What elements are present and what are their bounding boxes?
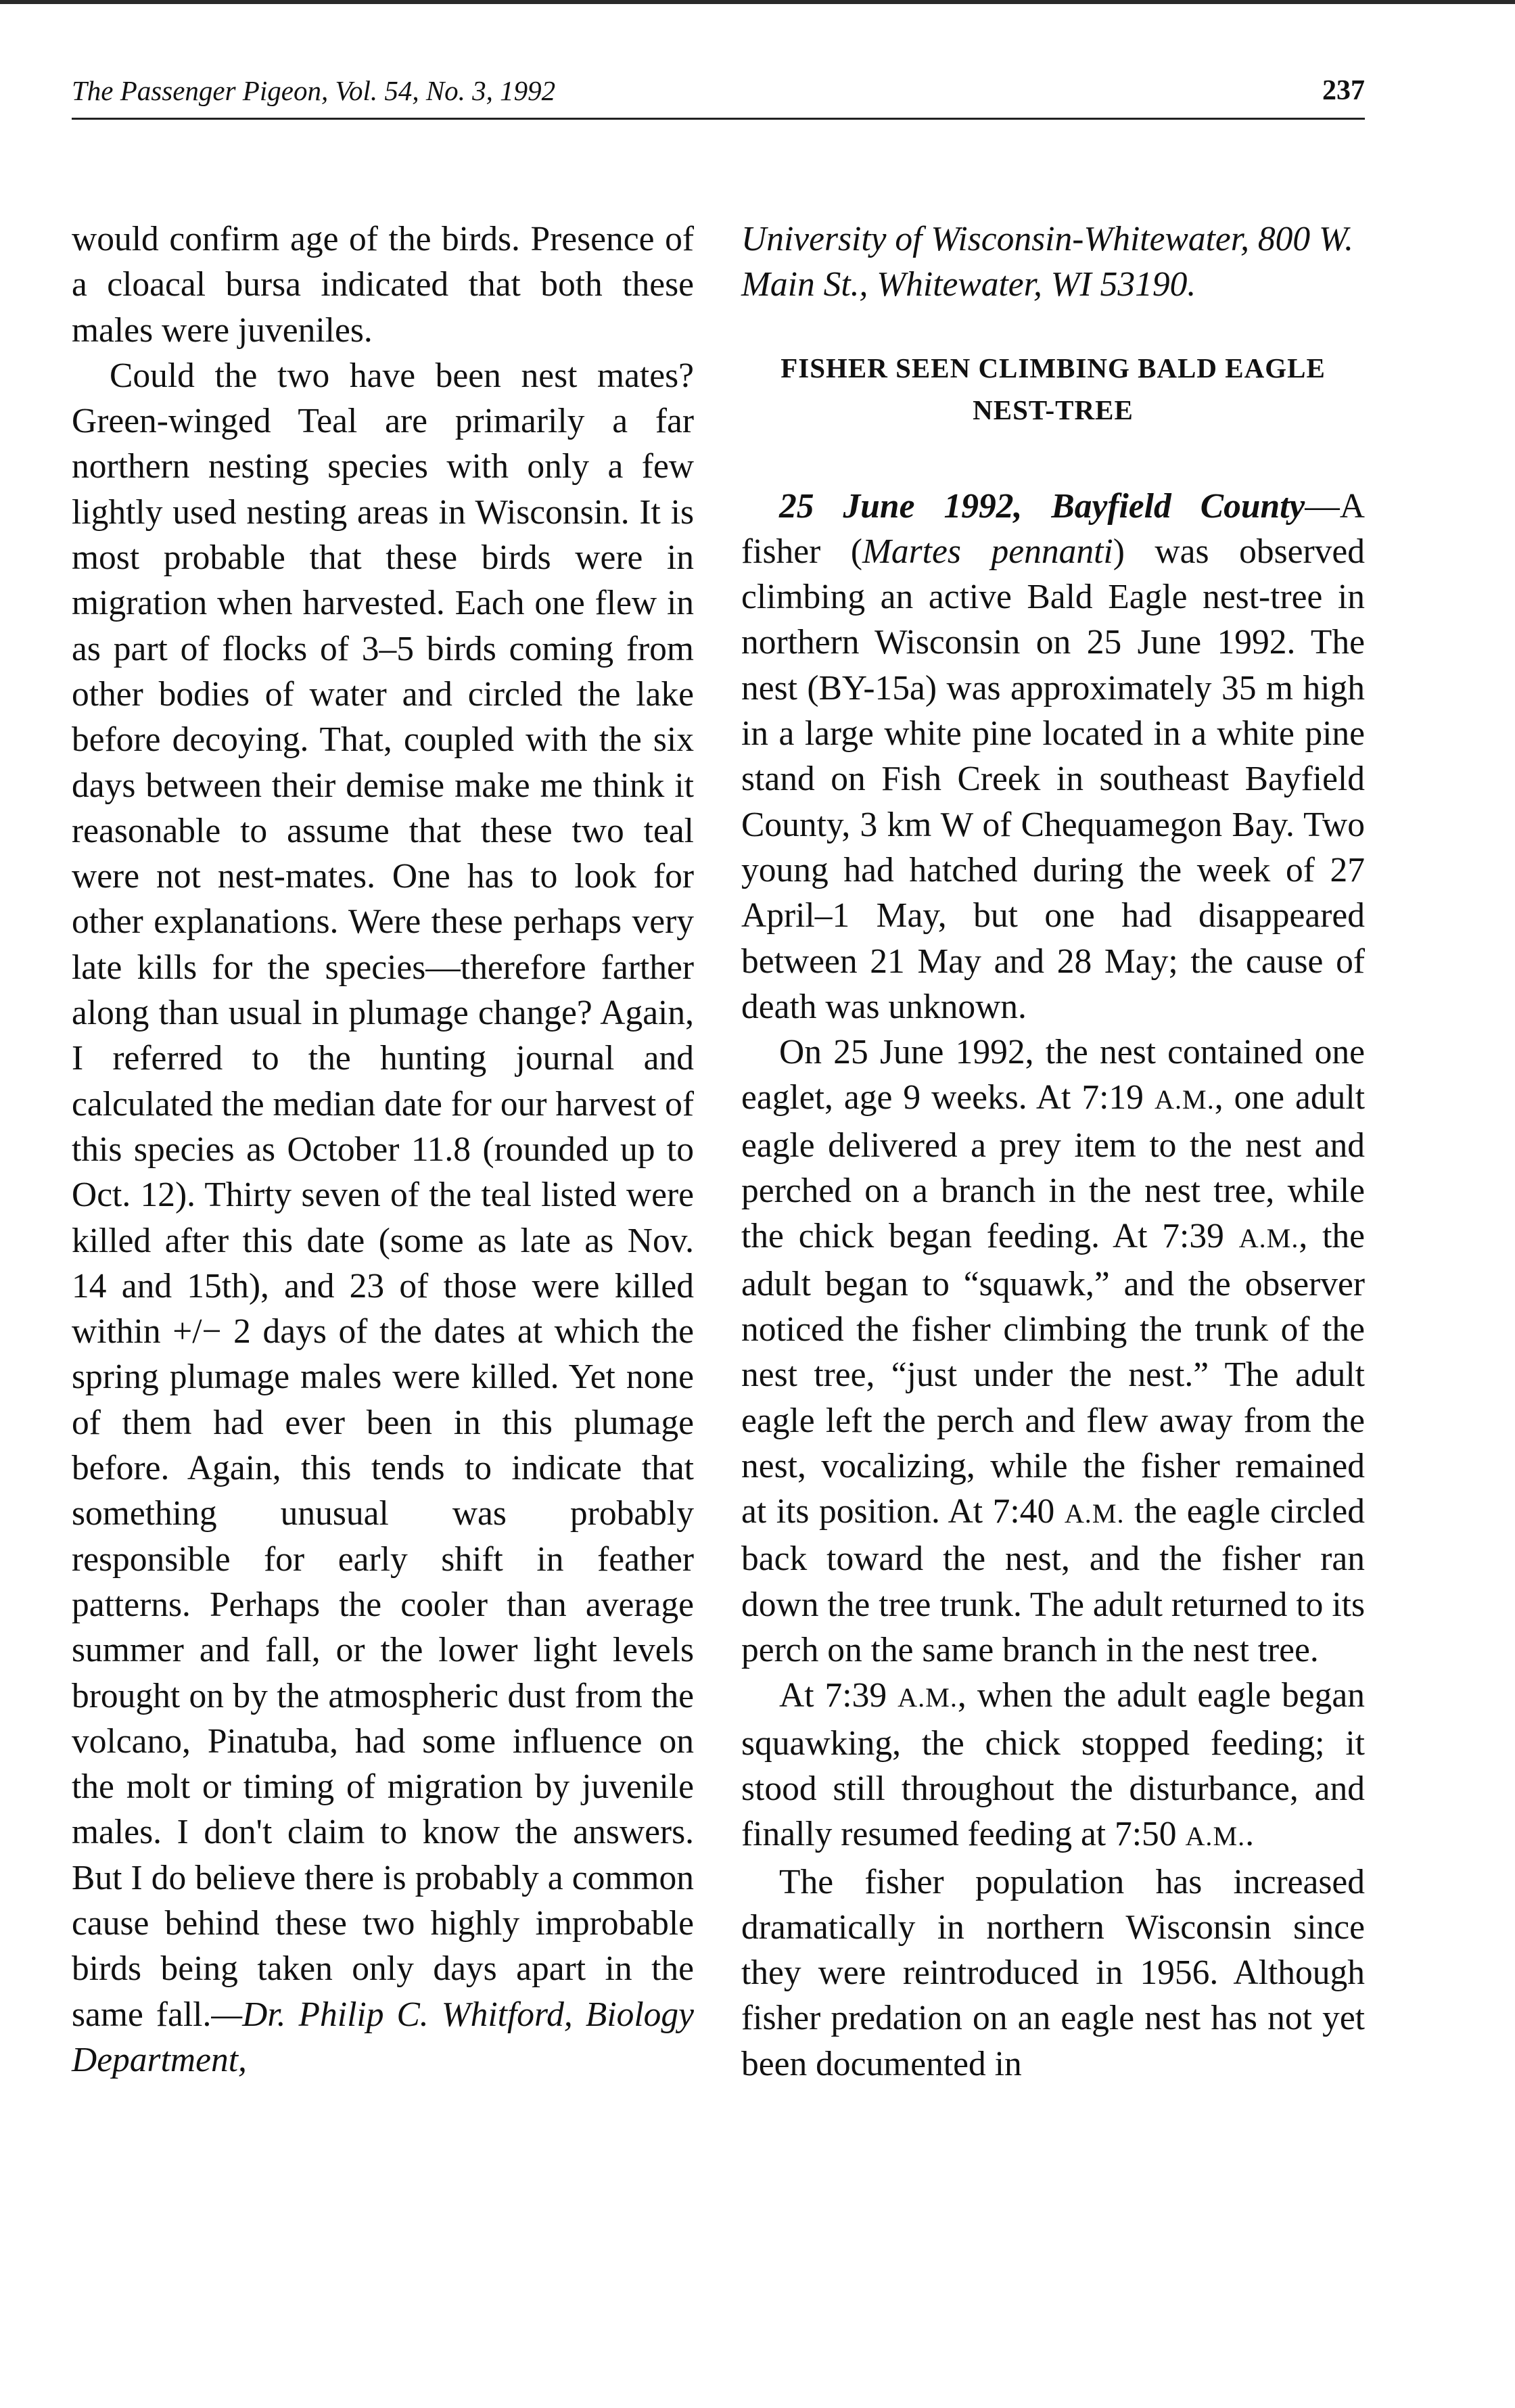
paragraph-continuation: would confirm age of the birds. Presence of a cloacal bursa indicated that both these males were juveniles. <box>72 220 694 350</box>
observation-text-3: , the adult began to “squawk,” and the observer noticed the fisher climbing the trunk of the nest tree, “just under the nest.” The adult eagle left the perch and flew away from the nest, vocalizing, while the fisher remained at its position. At 7:40 <box>741 1217 1365 1531</box>
time-marker: A.M. <box>1154 1084 1215 1115</box>
chick-text-2: , when the adult eagle began squawking, the chick stopped feeding; it stood still throughout the disturbance, and finally resumed feeding at 7:50 <box>741 1676 1365 1854</box>
time-marker: A.M. <box>1238 1223 1299 1254</box>
time-marker: A.M. <box>898 1682 958 1713</box>
paragraph-chick <box>741 1673 1365 1859</box>
journal-citation: The Passenger Pigeon, Vol. 54, No. 3, 1992 <box>72 75 556 106</box>
chick-text-1: At 7:39 <box>779 1676 898 1715</box>
paragraph-body: Could the two have been nest mates? Green-winged Teal are primarily a far northern nesting species with only a few lightly used nesting areas in Wisconsin. It is most probable that these birds were in migration when harvested. Each one flew in as part of flocks of 3–5 birds coming from other bodies of water and circled the lake before decoying. That, coupled with the six days between their demise make me think it reasonable to assume that these two teal were not nest-mates. One has to look for other explanations. Were these perhaps very late kills for the species—therefore farther along than usual in plumage change? Again, I referred to the hunting journal and calculated the median date for our harvest of this species as October 11.8 (rounded up to Oct. 12). Thirty seven of the teal listed were killed after this date (some as late as Nov. 14 and 15th), and 23 of those were killed within +/− 2 days of the dates at which the spring plumage males were killed. Yet none of them had ever been in this plumage before. Again, this tends to indicate that something unusual was probably responsible for early shift in feather patterns. Perhaps the cooler than average summer and fall, or the lower light levels brought on by the atmospheric dust from the volcano, Pinatuba, had some influence on the molt or timing of migration by juvenile males. I don't claim to know the answers. But I do believe there is probably a common cause behind these two highly improbable birds being taken only days apart in the same fall. <box>72 356 694 2034</box>
lede-dash: —A fisher ( <box>741 486 1365 571</box>
top-border-rule <box>0 0 1515 4</box>
lede-date-location: 25 June 1992, Bayfield County <box>779 486 1305 526</box>
paragraph-population: The fisher population has increased dramatically in northern Wisconsin since they were reintroduced in 1956. Although fisher predation on an eagle nest has not yet been documented in <box>741 1862 1365 2083</box>
heading-line-2: NEST-TREE <box>973 394 1134 425</box>
paragraph-lede <box>741 484 1365 1030</box>
heading-line-1: FISHER SEEN CLIMBING BALD EAGLE <box>780 352 1326 384</box>
paragraph-observation <box>741 1029 1365 1673</box>
chick-text-3: . <box>1245 1815 1255 1854</box>
author-affiliation: University of Wisconsin-Whitewater, 800 W. Main St., Whitewater, WI 53190. <box>741 220 1353 304</box>
time-marker: A.M. <box>1064 1498 1125 1529</box>
page-number: 237 <box>1322 75 1365 106</box>
species-name: Martes pennanti <box>862 532 1113 571</box>
left-column <box>72 216 694 2083</box>
running-header <box>72 70 1365 120</box>
observation-text-1: On 25 June 1992, the nest contained one eaglet, age 9 weeks. At 7:19 <box>741 1033 1365 1117</box>
author-signature: —Dr. Philip C. Whitford, Biology Department, <box>72 1995 694 2079</box>
time-marker: A.M. <box>1185 1821 1246 1852</box>
right-column <box>741 216 1365 2087</box>
article-heading <box>741 347 1365 431</box>
lede-body: ) was observed climbing an active Bald Eagle nest-tree in northern Wisconsin on 25 June 1992. The nest (BY-15a) was approximately 35 m high in a large white pine located in a white pine stand on Fish Creek in southeast Bayfield County, 3 km W of Chequamegon Bay. Two young had hatched during the week of 27 April–1 May, but one had disappeared between 21 May and 28 May; the cause of death was unknown. <box>741 532 1365 1026</box>
paragraph-nest-mates <box>72 353 694 2083</box>
observation-text-4: the eagle circled back toward the nest, and the fisher ran down the tree trunk. The adult returned to its perch on the same branch in the nest tree. <box>741 1492 1366 1670</box>
observation-text-2: , one adult eagle delivered a prey item to the nest and perched on a branch in the nest tree, while the chick began feeding. At 7:39 <box>741 1078 1365 1256</box>
